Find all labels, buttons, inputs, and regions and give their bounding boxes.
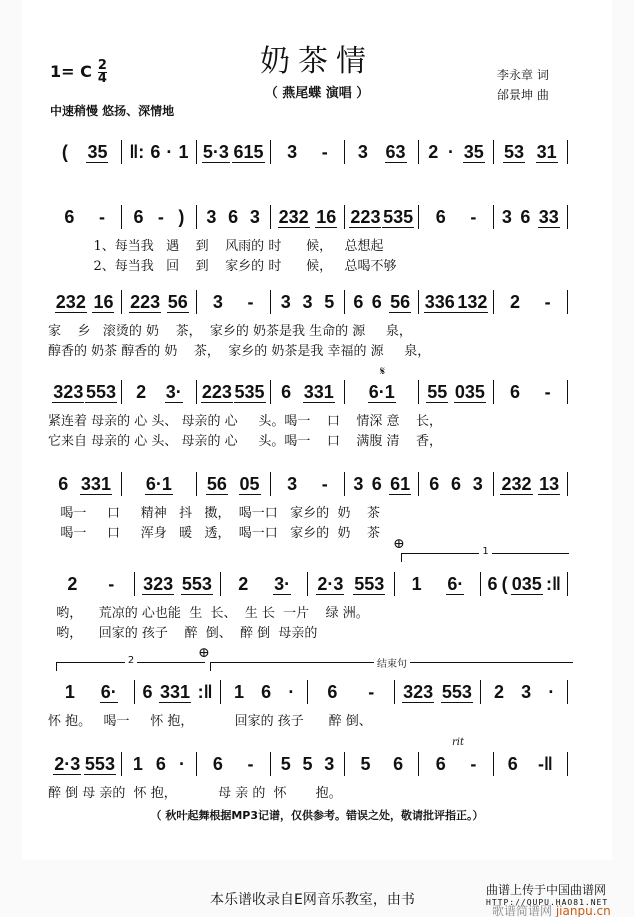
note-group: ‖: (129, 141, 145, 162)
ts-top: 2 (97, 58, 107, 73)
measure (308, 572, 395, 596)
measure (135, 572, 222, 596)
note-group: 5 (280, 753, 291, 774)
lyrics-line: 醇香的 奶茶 醇香的 奶 茶， 家乡的 奶茶是我 幸福的 源 泉， (48, 344, 431, 359)
note-group: 3 (357, 141, 368, 162)
measure (122, 140, 196, 164)
key: 1= C (50, 62, 92, 81)
measure (48, 205, 122, 229)
note-group: 553 (181, 573, 212, 594)
note-group: 3 (324, 753, 335, 774)
lyrics-line: 紧连着 母亲的 心 头、 母亲的 心 头。喝一 口 情深 意 长， (48, 414, 443, 429)
measure (494, 752, 568, 776)
note-group: ( (501, 573, 508, 594)
watermark-qupu: 曲谱上传于中国曲谱网 (486, 883, 607, 897)
note-group: · (548, 681, 555, 702)
note-group: 6 (64, 206, 75, 227)
note-group: 13 (539, 473, 560, 494)
note-group: · (166, 141, 173, 162)
note-group: 5 (324, 291, 335, 312)
note-group: 6 (327, 681, 338, 702)
system-7 (48, 680, 568, 704)
note-group: 3 (287, 141, 298, 162)
measure (308, 680, 395, 704)
note-group: 2 (67, 573, 78, 594)
lyrics-line: 哟， 荒凉的 心也能 生 长、 生 长 一片 绿 洲。 (48, 606, 369, 621)
key-signature (50, 60, 107, 85)
note-group: 223 (201, 381, 232, 402)
note-group: 336 (424, 291, 455, 312)
watermark-jianpu-site: jianpu.cn (555, 904, 611, 917)
lyrics-line: 怀 抱。 喝一 怀 抱， 回家的 孩子 醉 倒、 (48, 714, 372, 729)
measure (197, 205, 271, 229)
note-group: ) (178, 206, 185, 227)
note-group: 6 (371, 473, 382, 494)
lyrics-line: 它来自 母亲的 心 头、 母亲的 心 头。喝一 口 满腹 清 香， (48, 434, 443, 449)
note-group: 553 (441, 681, 472, 702)
measure (494, 205, 568, 229)
watermark-url: HTTP://QUPU.HAO81.NET (486, 898, 609, 907)
source-note: 本乐谱收录自E网音乐教室，由书 (210, 892, 415, 908)
note-group: · (288, 681, 295, 702)
note-group: 232 (55, 291, 86, 312)
measure (122, 380, 196, 404)
note-group: 6 (133, 206, 144, 227)
measure (197, 380, 271, 404)
note-group: 331 (303, 381, 334, 402)
note-group: 3· (165, 381, 182, 402)
note-group: - (247, 753, 254, 774)
note-group: - (368, 681, 375, 702)
volta-1 (401, 546, 569, 562)
note-group: 6·1 (145, 473, 172, 494)
note-group: 6 (510, 381, 521, 402)
note-group: 6 (487, 573, 498, 594)
note-group: 6 (507, 753, 518, 774)
measure (221, 572, 308, 596)
measure (345, 290, 419, 314)
singer: （ 燕尾蝶 演唱 ） (264, 86, 370, 101)
note-group: 35 (463, 141, 484, 162)
volta-2 (56, 655, 205, 671)
measure (48, 752, 122, 776)
note-group: 323 (403, 681, 434, 702)
measure (135, 680, 222, 704)
note-group: 31 (536, 141, 557, 162)
measure (481, 572, 568, 596)
note-group: 6 (353, 291, 364, 312)
note-group: -‖ (537, 753, 553, 774)
note-group: 5 (302, 753, 313, 774)
note-group: 33 (538, 206, 559, 227)
watermark-jianpu-label: 歌谱简谱网 (492, 904, 553, 917)
note-group: 05 (239, 473, 260, 494)
note-group: 3 (280, 291, 291, 312)
note-group: 535 (234, 381, 265, 402)
note-group: 6 (520, 206, 531, 227)
note-group: :‖ (545, 573, 561, 594)
note-group: 16 (93, 291, 114, 312)
note-group: 6 (393, 753, 404, 774)
measure (494, 380, 568, 404)
tempo-marking: 中速稍慢 悠扬、深情地 (50, 104, 175, 118)
measure (494, 290, 568, 314)
measure (271, 140, 345, 164)
note-group: 331 (80, 473, 111, 494)
note-group: 553 (84, 753, 115, 774)
note-group: 3 (302, 291, 313, 312)
note-group: 223 (350, 206, 381, 227)
measure (494, 472, 568, 496)
note-group: 535 (383, 206, 414, 227)
measure (197, 140, 271, 164)
note-group: 63 (385, 141, 406, 162)
note-group: 6 (281, 381, 292, 402)
measure (494, 140, 568, 164)
measure (345, 205, 419, 229)
note-group: 6 (451, 473, 462, 494)
note-group: 56 (167, 291, 188, 312)
note-group: 615 (233, 141, 264, 162)
note-group: 232 (501, 473, 532, 494)
lyrics-line: 喝一 口 精神 抖 擞， 喝一口 家乡的 奶 茶 (48, 506, 380, 521)
measure (122, 472, 196, 496)
measure (419, 380, 493, 404)
measure (345, 140, 419, 164)
note-group: - (98, 206, 105, 227)
note-group: · (448, 141, 455, 162)
lyrics-line: 1、每当我 遇 到 风雨的 时 候， 总想起 (48, 239, 384, 254)
note-group: 56 (390, 291, 411, 312)
note-group: · (179, 753, 185, 774)
measure (48, 472, 122, 496)
note-group: 6 (429, 473, 440, 494)
measure (48, 140, 122, 164)
note-group: 3 (501, 206, 512, 227)
measure (197, 752, 271, 776)
ts-bottom: 4 (97, 71, 107, 86)
note-group: 223 (130, 291, 161, 312)
measure (271, 752, 345, 776)
ending-label: 结束句 (374, 659, 410, 670)
note-group: - (321, 473, 328, 494)
note-group: - (470, 206, 477, 227)
system-1 (48, 140, 568, 164)
note-group: 16 (316, 206, 337, 227)
note-group: - (470, 753, 477, 774)
note-group: 6 (142, 681, 153, 702)
system-8 (48, 752, 568, 776)
note-group: 2·3 (317, 573, 344, 594)
note-group: 3 (521, 681, 532, 702)
note-group: 3 (212, 291, 223, 312)
system-6 (48, 572, 568, 596)
system-2 (48, 205, 568, 229)
measure (419, 752, 493, 776)
note-group: 1 (178, 141, 189, 162)
measure (48, 290, 122, 314)
time-signature (98, 60, 107, 85)
note-group: 1 (132, 753, 143, 774)
watermark-jianpu (492, 902, 611, 917)
note-group: 6·1 (368, 381, 395, 402)
measure (419, 290, 493, 314)
measure (419, 472, 493, 496)
note-group: - (157, 206, 164, 227)
measure (481, 680, 568, 704)
measure (122, 290, 196, 314)
note-group: 331 (160, 681, 191, 702)
note-group: 6 (435, 753, 446, 774)
note-group: 1 (64, 681, 75, 702)
note-group: - (544, 381, 551, 402)
measure (345, 380, 419, 404)
footnote: （ 秋叶起舞根据MP3记谱，仅供参考。错误之处，敬请批评指正。） (150, 809, 484, 822)
measure (271, 472, 345, 496)
note-group: 1 (411, 573, 422, 594)
note-group: - (321, 141, 328, 162)
lyrics-line: 家 乡 滚烫的 奶 茶， 家乡的 奶茶是我 生命的 源 泉， (48, 324, 412, 339)
note-group: 1 (233, 681, 244, 702)
note-group: 2 (493, 681, 504, 702)
note-group: 6 (371, 291, 382, 312)
composer: 邰景坤 曲 (497, 88, 549, 102)
measure (395, 680, 482, 704)
note-group: 6· (100, 681, 117, 702)
measure (271, 205, 345, 229)
measure (197, 472, 271, 496)
note-group: 3 (249, 206, 260, 227)
note-group: - (247, 291, 254, 312)
note-group: 323 (143, 573, 174, 594)
note-group: 232 (278, 206, 309, 227)
measure (345, 752, 419, 776)
song-title: 奶茶情 (260, 44, 374, 79)
note-group: 56 (206, 473, 227, 494)
note-group: 132 (457, 291, 488, 312)
note-group: 553 (354, 573, 385, 594)
coda-icon-2: ⊕ (198, 645, 210, 661)
lyrics-line: 醉 倒 母 亲的 怀 抱， 母 亲 的 怀 抱。 (48, 786, 342, 801)
note-group: 53 (503, 141, 525, 162)
note-group: 2·3 (54, 753, 81, 774)
note-group: 3· (274, 573, 291, 594)
lyricist: 李永章 词 (497, 68, 549, 82)
lyrics-line: 喝一 口 浑身 暖 透， 喝一口 家乡的 奶 茶 (48, 526, 380, 541)
measure (221, 680, 308, 704)
measure (48, 680, 135, 704)
note-group: 55 (427, 381, 448, 402)
note-group: 3 (206, 206, 217, 227)
measure (122, 205, 196, 229)
note-group: 5 (360, 753, 371, 774)
rit-marking: rit (452, 737, 464, 748)
note-group: 3 (353, 473, 364, 494)
note-group: 6 (58, 473, 69, 494)
system-3 (48, 290, 568, 314)
measure (48, 380, 122, 404)
note-group: ( (61, 141, 68, 162)
note-group: 6 (261, 681, 272, 702)
note-group: 6 (228, 206, 239, 227)
measure (345, 472, 419, 496)
note-group: 6 (435, 206, 446, 227)
ending-bracket (210, 659, 573, 671)
measure (395, 572, 482, 596)
note-group: 61 (390, 473, 411, 494)
lyrics-line: 哟， 回家的 孩子 醉 倒、 醉 倒 母亲的 (48, 626, 318, 641)
measure (271, 380, 345, 404)
note-group: 553 (85, 381, 116, 402)
system-5 (48, 472, 568, 496)
segno-icon: 𝄋 (380, 364, 386, 378)
note-group: 035 (511, 573, 542, 594)
note-group: :‖ (197, 681, 213, 702)
measure (122, 752, 196, 776)
coda-icon: ⊕ (393, 536, 405, 552)
note-group: 3 (472, 473, 483, 494)
note-group: 6 (155, 753, 166, 774)
note-group: 2 (428, 141, 439, 162)
note-group: 035 (454, 381, 485, 402)
measure (48, 572, 135, 596)
note-group: 2 (238, 573, 249, 594)
measure (419, 140, 493, 164)
note-group: 2 (510, 291, 521, 312)
measure (271, 290, 345, 314)
note-group: - (544, 291, 551, 312)
note-group: 5·3 (202, 141, 229, 162)
note-group: 323 (53, 381, 84, 402)
volta-2-label: 2 (125, 655, 137, 666)
note-group: - (108, 573, 115, 594)
measure (197, 290, 271, 314)
note-group: 6 (150, 141, 161, 162)
system-4 (48, 380, 568, 404)
volta-1-label: 1 (479, 546, 491, 557)
note-group: 6· (447, 573, 464, 594)
note-group: 2 (136, 381, 147, 402)
note-group: 6 (212, 753, 223, 774)
lyrics-line: 2、每当我 回 到 家乡的 时 候， 总喝不够 (48, 259, 397, 274)
note-group: 3 (287, 473, 298, 494)
measure (419, 205, 493, 229)
note-group: 35 (87, 141, 108, 162)
